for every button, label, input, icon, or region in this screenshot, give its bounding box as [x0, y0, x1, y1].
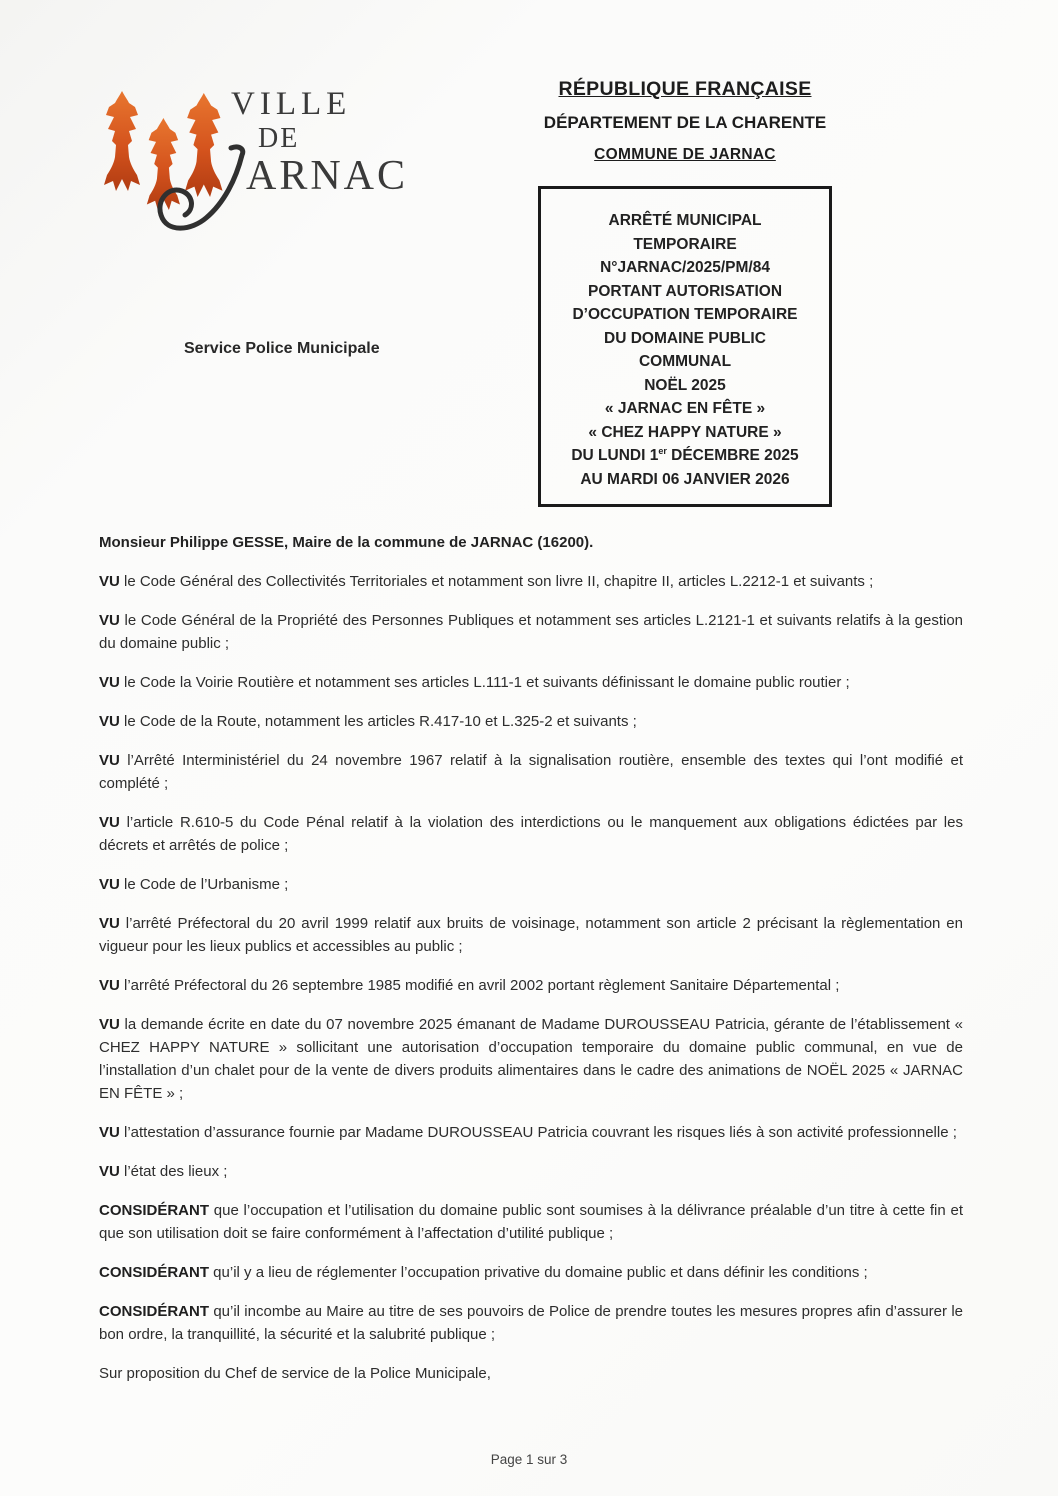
vu-paragraph: VU l’article R.610-5 du Code Pénal relatif à la violation des interdictions ou le manquement aux obligations édictées par les décrets et arrêtés de police ; — [99, 814, 963, 854]
jarnac-initial-glyph — [150, 144, 250, 242]
considerant-paragraph: CONSIDÉRANT qu’il y a lieu de réglementer l’occupation privative du domaine public et dans définir les conditions ; — [99, 1264, 868, 1281]
title-box-line: « CHEZ HAPPY NATURE » — [588, 423, 782, 441]
vu-paragraph: VU l’arrêté Préfectoral du 20 avril 1999 relatif aux bruits de voisinage, notamment son article 2 précisant la règlementation en vigueur pour les lieux publics et accessibles au public ; — [99, 915, 963, 955]
vu-paragraph: VU l’Arrêté Interministériel du 24 novembre 1967 relatif à la signalisation routière, ensemble des textes qui l’ont modifié et complété ; — [99, 752, 963, 792]
decree-title-box — [538, 186, 832, 507]
paragraph-list — [99, 570, 963, 1385]
vu-paragraph: VU le Code Général de la Propriété des Personnes Publiques et notamment ses articles L.2121-1 et suivants relatifs à la gestion du domaine public ; — [99, 612, 963, 652]
page-number: Page 1 sur 3 — [490, 1452, 568, 1467]
title-box-line: DU LUNDI 1er DÉCEMBRE 2025 — [571, 445, 799, 464]
logo-arnac-text: ARNAC — [246, 153, 409, 199]
vu-paragraph: VU le Code de la Route, notamment les articles R.417-10 et L.325-2 et suivants ; — [99, 713, 637, 730]
title-box-line: NOËL 2025 — [644, 376, 726, 394]
header-right — [508, 78, 862, 507]
vu-paragraph: VU la demande écrite en date du 07 novembre 2025 émanant de Madame DUROUSSEAU Patricia, gérante de l’établissement « CHEZ HAPPY NATURE » sollicitant une autorisation d’occupation temporaire du domaine public communal, en vue de l’installation d’un chalet pour de la vente de divers produits alimentaires dans le cadre des animations de NOËL 2025 « JARNAC EN FÊTE » ; — [99, 1016, 963, 1102]
logo-de-text: DE — [258, 123, 300, 154]
mayor-intro-line: Monsieur Philippe GESSE, Maire de la commune de JARNAC (16200). — [99, 534, 594, 551]
considerant-paragraph: CONSIDÉRANT que l’occupation et l’utilisation du domaine public sont soumises à la délivrance préalable d’un titre à cette fin et que son utilisation doit se faire conformément à l’affectation d’utilité publique ; — [99, 1202, 963, 1242]
title-box-line: N°JARNAC/2025/PM/84 — [600, 259, 770, 276]
decree-title-lines — [546, 209, 824, 491]
title-box-line: TEMPORAIRE — [633, 235, 737, 253]
vu-paragraph: VU le Code de l’Urbanisme ; — [99, 876, 289, 893]
closing-line: Sur proposition du Chef de service de la Police Municipale, — [99, 1365, 491, 1382]
title-box-line: D’OCCUPATION TEMPORAIRE — [572, 306, 798, 323]
title-box-line: AU MARDI 06 JANVIER 2026 — [580, 470, 790, 488]
vu-paragraph: VU le Code la Voirie Routière et notamment ses articles L.111-1 et suivants définissant le domaine public routier ; — [99, 674, 850, 691]
title-box-line: COMMUNAL — [638, 353, 732, 370]
vu-paragraph: VU l’état des lieux ; — [99, 1163, 228, 1180]
vu-paragraph: VU l’attestation d’assurance fournie par Madame DUROUSSEAU Patricia couvrant les risques liés à son activité professionnelle ; — [99, 1124, 957, 1141]
vu-paragraph: VU l’arrêté Préfectoral du 26 septembre 1985 modifié en avril 2002 portant règlement Sanitaire Départemental ; — [99, 977, 840, 994]
logo-ville-text: VILLE — [231, 86, 352, 122]
republic-title: RÉPUBLIQUE FRANÇAISE — [558, 78, 812, 100]
city-logo — [100, 86, 409, 246]
commune-title: COMMUNE DE JARNAC — [594, 146, 776, 163]
department-title: DÉPARTEMENT DE LA CHARENTE — [543, 113, 827, 132]
decree-body — [99, 531, 963, 1385]
title-box-line: DU DOMAINE PUBLIC — [604, 329, 766, 347]
title-box-line: PORTANT AUTORISATION — [587, 282, 783, 300]
vu-paragraph: VU le Code Général des Collectivités Territoriales et notamment son livre II, chapitre II, articles L.2212-1 et suivants ; — [99, 573, 874, 590]
considerant-paragraph: CONSIDÉRANT qu’il incombe au Maire au titre de ses pouvoirs de Police de prendre toutes les mesures propres afin d’assurer le bon ordre, la tranquillité, la sécurité et la salubrité publique ; — [99, 1303, 963, 1343]
title-box-line: « JARNAC EN FÊTE » — [604, 400, 766, 417]
service-label: Service Police Municipale — [184, 340, 380, 357]
title-box-line: ARRÊTÉ MUNICIPAL — [608, 212, 762, 229]
